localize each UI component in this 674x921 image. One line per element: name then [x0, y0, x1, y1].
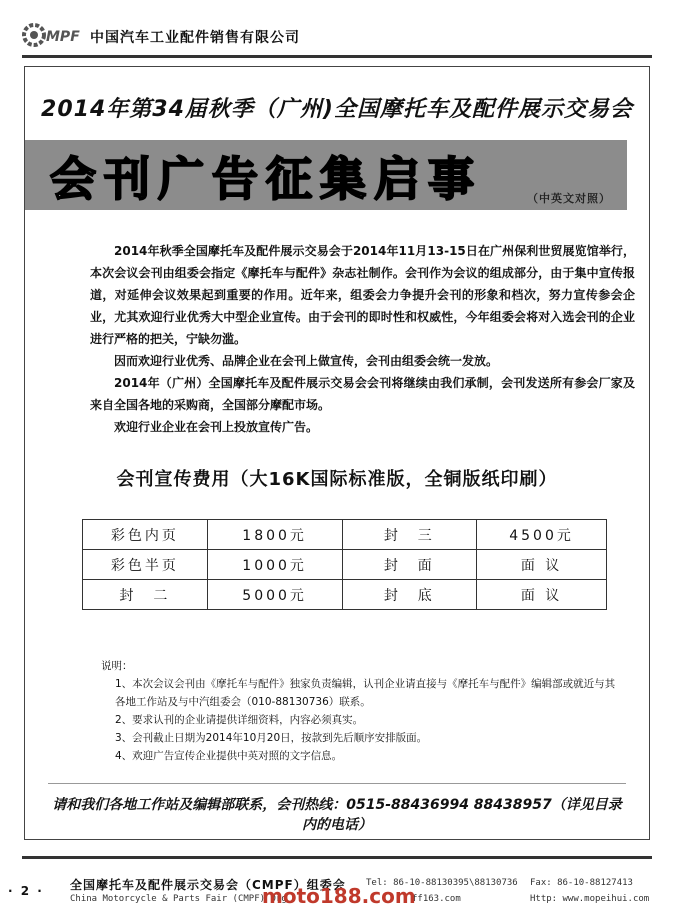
logo-text: MPF	[46, 29, 80, 45]
footer-website: Http: www.mopeihui.com	[530, 894, 650, 904]
cmpf-logo	[22, 22, 82, 48]
table-cell: 5000元	[207, 580, 342, 610]
watermark: moto188.com	[262, 884, 416, 908]
company-name: 中国汽车工业配件销售有限公司	[90, 30, 300, 46]
hotline-text: 请和我们各地工作站及编辑部联系，会刊热线：0515-88436994 88438957（详见目录内的电话）	[52, 797, 622, 833]
table-row	[83, 550, 607, 580]
paragraph: 2014年秋季全国摩托车及配件展示交易会于2014年11月13-15日在广州保利世贸展览馆举行，本次会议会刊由组委会指定《摩托车与配件》杂志社制作。会刊作为会议的组成部分，由于集中宣传报道，对延伸会议效果起到重要的作用。近年来，组委会力争提升会刊的形象和档次，努力宣传参会企业，尤其欢迎行业优秀大中型企业宣传。由于会刊的即时性和权威性，今年组委会将对入选会刊的企业进行严格的把关，宁缺勿滥。	[90, 244, 635, 346]
note-item: 3、会刊截止日期为2014年10月20日，按款到先后顺序安排版面。	[115, 732, 428, 744]
notes-title: 说明：	[101, 660, 133, 672]
banner-subtitle: （中英文对照）	[527, 192, 611, 205]
fair-title: 2014年第34届秋季（广州)全国摩托车及配件展示交易会	[41, 97, 633, 122]
table-cell: 彩色半页	[83, 550, 208, 580]
table-cell: 面 议	[477, 550, 607, 580]
paragraph: 2014年（广州）全国摩托车及配件展示交易会会刊将继续由我们承制，会刊发送所有参会厂家及来自全国各地的采购商，全国部分摩配市场。	[90, 376, 635, 412]
table-cell: 1000元	[207, 550, 342, 580]
table-cell: 彩色内页	[83, 520, 208, 550]
fee-table	[82, 519, 607, 610]
table-cell: 封 面	[342, 550, 477, 580]
paragraph: 欢迎行业企业在会刊上投放宣传广告。	[114, 420, 319, 434]
table-cell: 4500元	[477, 520, 607, 550]
table-cell: 面 议	[477, 580, 607, 610]
table-row	[83, 580, 607, 610]
paragraph: 因而欢迎行业优秀、品牌企业在会刊上做宣传，会刊由组委会统一发放。	[114, 354, 499, 368]
announcement-body	[90, 240, 635, 438]
notes-section	[101, 657, 625, 765]
footer-tel: Tel: 86-10-88130395\88130736	[366, 878, 518, 888]
footer-rule	[22, 856, 652, 859]
table-cell: 封 二	[83, 580, 208, 610]
footer-email: ff163.com	[412, 894, 461, 904]
note-item: 2、要求认刊的企业请提供详细资料，内容必须真实。	[115, 714, 364, 726]
note-item: 1、本次会议会刊由《摩托车与配件》独家负责编辑，认刊企业请直接与《摩托车与配件》编辑部或就近与其各地工作站及与中汽组委会（010-88130736）联系。	[115, 678, 616, 708]
footer-fax: Fax: 86-10-88127413	[530, 878, 633, 888]
table-cell: 封 三	[342, 520, 477, 550]
footer-org-en: China Motorcycle & Parts Fair (CMPF) Org	[70, 894, 287, 904]
fee-title: 会刊宣传费用（大16K国际标准版，全铜版纸印刷）	[116, 469, 558, 490]
page-number: · 2 ·	[8, 884, 44, 898]
note-item: 4、欢迎广告宣传企业提供中英对照的文字信息。	[115, 750, 343, 762]
table-cell: 封 底	[342, 580, 477, 610]
table-cell: 1800元	[207, 520, 342, 550]
table-row	[83, 520, 607, 550]
header-rule	[22, 55, 652, 58]
footer-org-cn: 全国摩托车及配件展示交易会（CMPF）组委会	[70, 878, 346, 892]
banner-title: 会刊广告征集启事	[50, 152, 482, 206]
